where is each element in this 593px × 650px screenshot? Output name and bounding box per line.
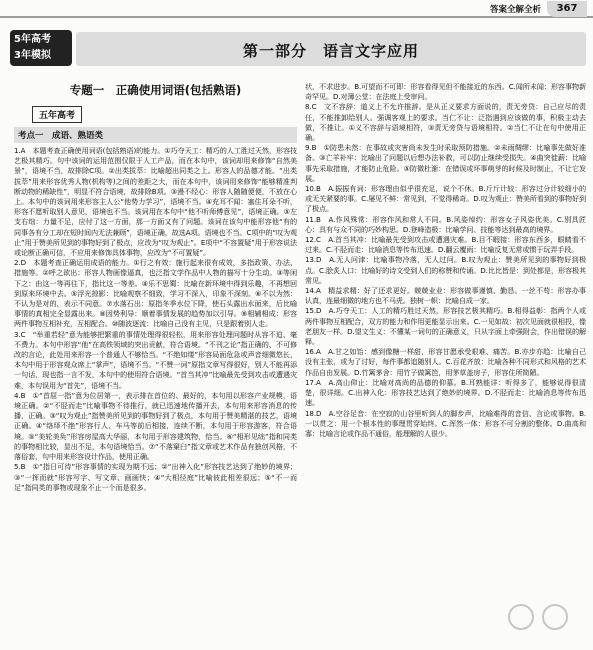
answer-2: 2.D 本题考查正确运用成语的能力。①行之有效：施行起来很有成效，多指政策、办法、措施等。②呼之欲出：形容人物画像逼真，也泛指文学作品中人物的描写十分生动。③等闲下之：由这一等再往下，指比这一等差。④乐不思蜀：比喻在新环境中得到乐趣，不再想回到原来环境中去。⑤浮光掠影：比喻观察不细致，学习不深入，印象不深刻。⑥不以为然：不认为是对的，表示不同意。⑦水落石出：原指冬季水位下降，使石头露出水面来，后比喻事情的真相完全显露出来。⑧因势利导：顺着事情发展的趋势加以引导。⑨相辅相成：形容两件事物互相补充，互相配合。⑩随波逐流：比喻自己没有主见，只是跟着别人走。: [14, 258, 297, 329]
answer-4: 4.B ①“首屈一指”意为位居第一，表示排在首位的、最好的，本句用以形容产业规模，语境正确。②“不胫而走”比喻事物不待推行，就已迅速地传播开去，本句用来形容消息的传播，正确。③“叹为观止”指赞美所见到的事物好到了极点，本句用于赞美精湛的技艺，语境正确。④“络绎不绝”形容行人、车马等前后相接，连续不断，本句用于形容游客，符合语境。⑤“美轮美奂”形容房屋高大华丽，本句用于形容建筑物，恰当。⑥“相形见绌”指和同类的事物相比较，显出不足，本句语境恰当。⑦“不落窠臼”指文章或艺术作品有独创风格，不落俗套，句中用来形容设计作品，使用正确。: [14, 390, 297, 462]
watermark-circle-icon: [542, 604, 568, 630]
left-column: [14, 82, 297, 642]
right-column: [305, 82, 586, 642]
topic-bar: 考点一 成语、熟语类: [14, 127, 297, 143]
answers-right: 状，不求进步。B.可望而不可即：形容看得见但不能接近的东西。C.闻所未闻：形容事物新奇罕见。D.对簿公堂：在法庭上受审问。 8.C 文不容辞：道义上不允许推辞。是从正义要求方面说的，责无旁贷：自己应尽的责任，不能推卸给别人。强调客观上的要求。当仁不让：泛指遇到应该做的事，积极主动去做，不推让。①义不容辞与语境相符，③责无旁贷与语境相符。②当仁不让在句中使用正确。 9.B ①防患未然：在事故或灾害尚未发生时采取预防措施。②未雨绸缪：比喻事先做好准备。③亡羊补牢：比喻出了问题以后想办法补救，可以防止继续受损失。④曲突徙薪：比喻事先采取措施，才能防止危险。⑤防微杜渐：在错误或坏事萌芽的时候及时制止，不让它发展。 10.B A.振振有词：形容理由似乎很充足，说个不休。B.斤斤计较：形容过分计较细小的或无关紧要的事。C.屡见不鲜：常见到，不觉得稀奇。D.叹为观止：赞美所看到的事物好到了极点。 11.B A.作风殊常：形容作风和常人不同。B.风姿绰约：形容女子风姿优美。C.别具匠心：具有与众不同的巧妙构思。D.登峰造极：比喻学问、技能等达到最高的境界。 12.C A.首当其冲：比喻最先受到攻击或遭遇灾难。B.目不暇接：形容东西多，眼睛看不过来。C.不胫而走：比喻消息等传布迅速。D.翻云覆雨：比喻反复无常或惯于玩弄手段。 13.D A.无人问津：比喻事物冷落，无人过问。B.叹为观止：赞美所见到的事物好到极点。C.脍炙人口：比喻好的诗文受到人们的称赞和传诵。D.比比皆是：到处都是，形容极其常见。 14.A 精益求精：好了还求更好。兢兢业业：形容做事谨慎、勤恳。一丝不苟：形容办事认真，连最细微的地方也不马虎。独树一帜：比喻自成一家。 15.D A.巧夺天工：人工的精巧胜过天然，形容技艺极其精巧。B.相得益彰：指两个人或两件事物互相配合，双方的能力和作用更能显示出来。C.一见如故：初次见面就很相投，像老朋友一样。D.望文生义：不懂某一词句的正确意义，只从字面上牵强附会，作出错误的解释。 16.A A.甘之如饴：感到像糖一样甜，形容甘愿承受艰难、痛苦。B.亦步亦趋：比喻自己没有主张，或为了讨好，每件事都追随别人。C.百花齐放：比喻各种不同形式和风格的艺术作品自由发展。D.竹篱茅舍：用竹子做篱笆，用茅草盖房子，形容住所简陋。 17.A A.高山仰止：比喻对高尚的品德的仰慕。B.耳熟能详：听得多了，能够说得很清楚，很详细。C.出神入化：形容技艺达到了绝妙的境界。D.不胫而走：比喻消息等传布迅速。 18.D A.空谷足音：在空寂的山谷里听到人的脚步声，比喻难得的音信、言论或事物。B.一以贯之：用一个根本性的事理贯穿始终。C.浑然一体：形容不可分割的整体。D.曲高和寡：比喻言论或作品不通俗，能理解的人很少。: [305, 82, 586, 438]
series-logo: [10, 30, 72, 66]
answer-5: 5.B ①“指日可待”形容事情的实现为期不远；②“出神入化”形容技艺达到了绝妙的境界；③“一挥而就”形容写字、写文章、画画快；④“大相径庭”比喻彼此相差很远；⑤“不一而足”指同类的事物或现象不止一个而是很多。: [14, 462, 297, 492]
answer-1: 1.A 本题考查正确使用词语(包括熟语)的能力。①巧夺天工：精巧的人工胜过天然，形容技艺极其精巧。句中该词的运用范围仅限于人工产品，而在本句中，该词却用来修饰“自然美景”，语境不当，故排除C项。②出类拔萃：比喻超出同类之上。形容人的品德才能。“出类拔萃”用来形容优秀人物(机构等)之间的差距之大，而在本句中，该词用来修饰“能够精准判断动物的稀缺性”，明显不符合语境，故排除B项。③漫不经心：形容人随随便便，不放在心上。本句中的该词用来形容主人公“他势力学习”，语境不当。④充耳不闻：塞住耳朵不听，形容不愿听取别人意见，语境也不当。该词用在本句中“他不听师傅意见”，语境正确。⑤左支右绌：力量不足，应付了这一方面，那一方面又有了问题。该词在该句中能形容他“有的同事各有分工却在短时间内无法兼顾”，语境正确，故选A项。语境也不当。C项中的“叹为观止”用于赞美所见到的事物好到了极点，应改为“叹为观止”。E项中“不容置疑”用于形容说法或论断正确可信，不应用来修饰具体事物，应改为“不可置疑”。: [14, 146, 297, 258]
chapter-title: 专题一 正确使用词语(包括熟语): [69, 83, 242, 97]
answer-3: 3.C “举重若轻”意为能够把繁重的事情处理得很轻松，用来形容处理问题时从容不迫、毫不费力。本句中形容“他”在高铁领域的突出贡献，符合语境。“不刊之论”指正确的、不可修改的言论，此处用来形容一个普通人不够恰当。“不绝如缕”形容局面危急或声音细微悠长，本句中用于形容观众席上“掌声”，语境不当。“不赞一词”原指文章写得很好，别人不能再添一句话，现也指一言不发，本句中的使用符合语境。“首当其冲”比喻最先受到攻击或遭遇灾难，本句误用为“首先”，语境不当。: [14, 329, 297, 390]
subsection-box: 五年高考: [32, 106, 82, 123]
logo-line1: 5年高考: [14, 34, 51, 45]
watermark-stamp: [404, 600, 584, 640]
logo-line2: 3年模拟: [14, 50, 51, 61]
header-title: 答案全解全析: [489, 5, 541, 15]
header-rule: [0, 16, 593, 18]
watermark-circle-icon: [508, 604, 534, 630]
section-banner: [76, 32, 586, 66]
page-number: 367: [547, 1, 587, 17]
section-title: 第一部分 语言文字应用: [242, 42, 419, 60]
